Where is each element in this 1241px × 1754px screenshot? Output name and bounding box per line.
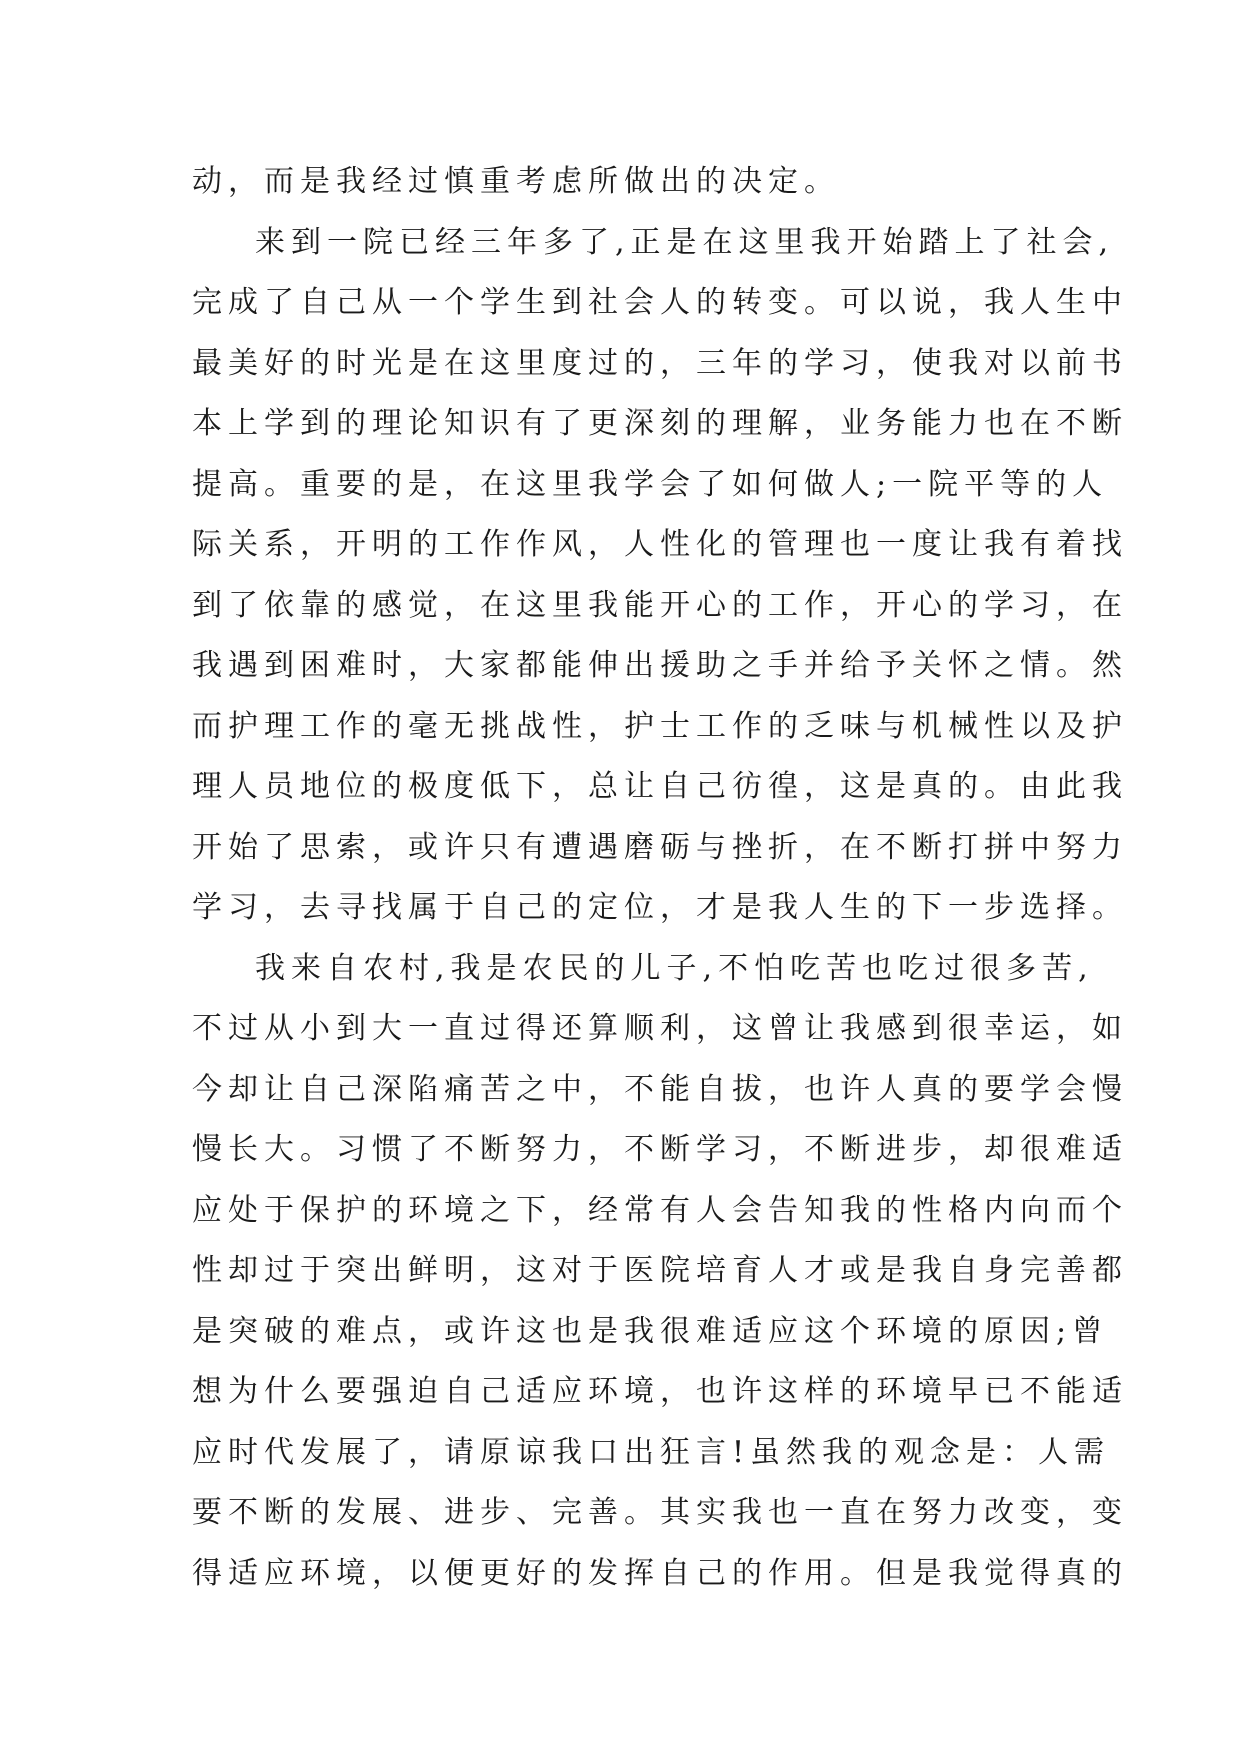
text-line: 要不断的发展、进步、完善。其实我也一直在努力改变，变 [192, 1495, 1128, 1530]
text-line: 今却让自己深陷痛苦之中，不能自拔，也许人真的要学会慢 [192, 1071, 1128, 1107]
text-line: 想为什么要强迫自己适应环境，也许这样的环境早已不能适 [192, 1374, 1128, 1409]
paragraph-first-line: 来到一院已经三年多了,正是在这里我开始踏上了社会, [255, 224, 1115, 260]
text-line: 最美好的时光是在这里度过的，三年的学习，使我对以前书 [192, 345, 1128, 381]
text-line: 得适应环境，以便更好的发挥自己的作用。但是我觉得真的 [192, 1555, 1128, 1591]
text-line: 慢长大。习惯了不断努力，不断学习，不断进步，却很难适 [192, 1132, 1128, 1167]
text-line: 应时代发展了，请原谅我口出狂言!虽然我的观念是：人需 [192, 1434, 1111, 1470]
text-line: 而护理工作的毫无挑战性，护士工作的乏味与机械性以及护 [192, 708, 1128, 744]
text-line: 本上学到的理论知识有了更深刻的理解，业务能力也在不断 [192, 406, 1128, 441]
document-body [192, 152, 1128, 1604]
text-line: 完成了自己从一个学生到社会人的转变。可以说，我人生中 [192, 285, 1128, 320]
paragraph-first-line: 我来自农村,我是农民的儿子,不怕吃苦也吃过很多苦, [255, 950, 1094, 986]
text-line: 开始了思索，或许只有遭遇磨砺与挫折，在不断打拼中努力 [192, 829, 1128, 865]
text-line: 我遇到困难时，大家都能伸出援助之手并给予关怀之情。然 [192, 648, 1128, 683]
text-line: 动，而是我经过慎重考虑所做出的决定。 [192, 164, 840, 199]
text-line: 应处于保护的环境之下，经常有人会告知我的性格内向而个 [192, 1192, 1128, 1228]
text-line: 是突破的难点，或许这也是我很难适应这个环境的原因;曾 [192, 1313, 1109, 1349]
text-line: 到了依靠的感觉，在这里我能开心的工作，开心的学习，在 [192, 587, 1128, 623]
text-line: 性却过于突出鲜明，这对于医院培育人才或是我自身完善都 [192, 1253, 1128, 1288]
text-line: 学习，去寻找属于自己的定位，才是我人生的下一步选择。 [192, 890, 1128, 925]
text-line: 际关系，开明的工作作风，人性化的管理也一度让我有着找 [192, 527, 1128, 562]
text-line: 理人员地位的极度低下，总让自己彷徨，这是真的。由此我 [192, 769, 1128, 804]
text-line: 提高。重要的是，在这里我学会了如何做人;一院平等的人 [192, 466, 1109, 502]
text-line: 不过从小到大一直过得还算顺利，这曾让我感到很幸运，如 [192, 1011, 1128, 1046]
